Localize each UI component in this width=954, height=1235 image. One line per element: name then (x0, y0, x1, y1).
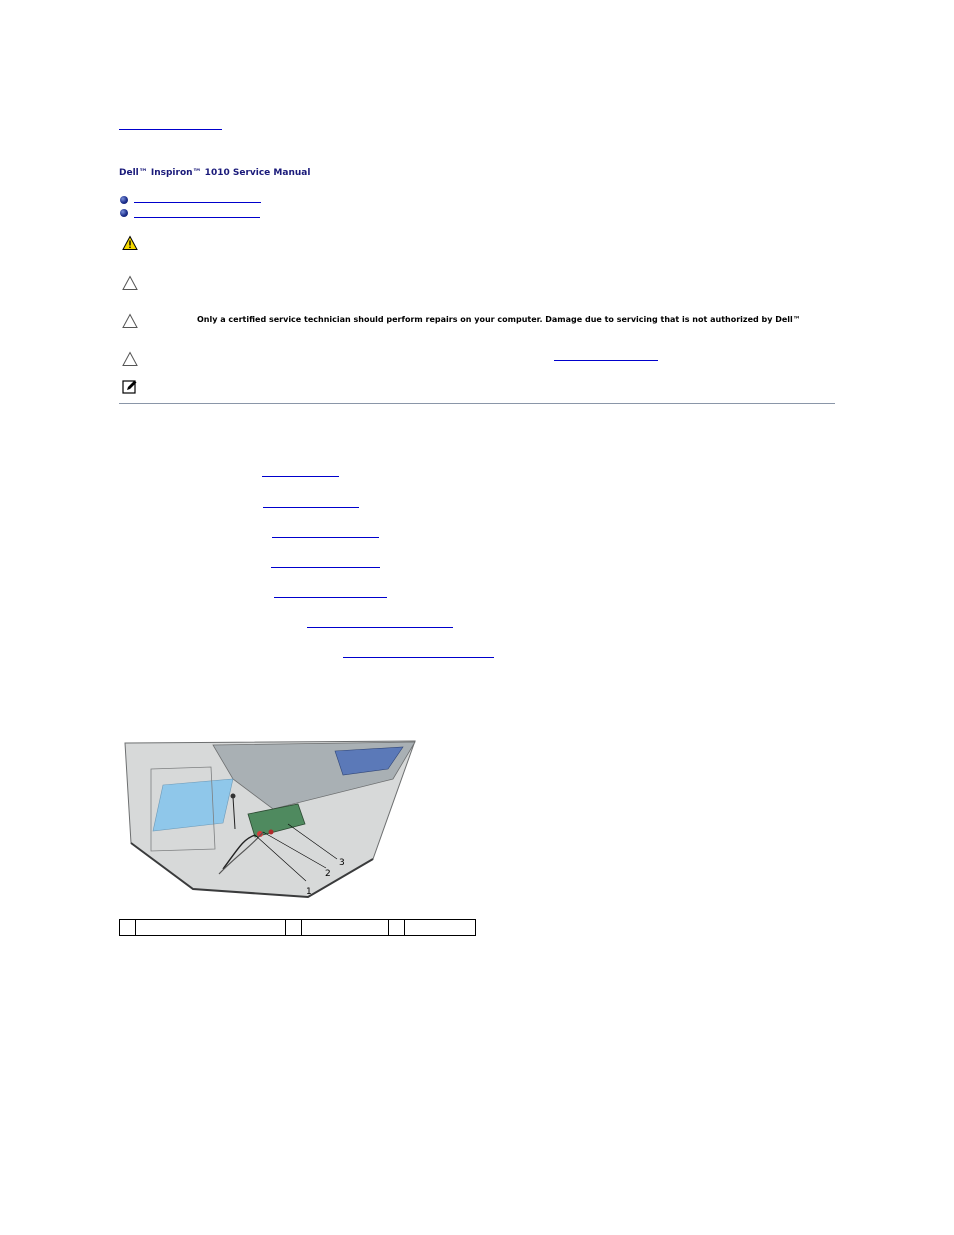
section-link-2[interactable] (134, 217, 260, 218)
step-link-1[interactable] (262, 476, 339, 477)
section-link-1[interactable] (134, 202, 261, 203)
step-link-6[interactable] (307, 627, 453, 628)
caution-icon (122, 351, 138, 367)
step-link-7[interactable] (343, 657, 494, 658)
contents-page-link[interactable] (119, 129, 222, 130)
component-illustration (123, 739, 417, 899)
caution-icon (122, 275, 138, 291)
certified-technician-caution-text: Only a certified service technician should perform repairs on your computer. Damage due to servicing that is not authorized by Dell™ (197, 315, 801, 324)
table-cell (136, 920, 286, 936)
callout-legend-table (119, 919, 476, 936)
callout-3: 3 (339, 858, 345, 868)
callout-2: 2 (325, 869, 331, 879)
warning-icon (122, 235, 138, 251)
table-cell (389, 920, 405, 936)
table-cell (302, 920, 389, 936)
step-link-5[interactable] (274, 597, 387, 598)
page-title: Dell™ Inspiron™ 1010 Service Manual (119, 168, 311, 178)
step-link-4[interactable] (271, 567, 380, 568)
callout-1: 1 (306, 887, 312, 897)
bullet-icon (120, 196, 128, 204)
step-link-2[interactable] (263, 507, 359, 508)
step-link-3[interactable] (272, 537, 379, 538)
table-cell (405, 920, 476, 936)
caution-icon (122, 313, 138, 329)
table-cell (286, 920, 302, 936)
caution-reference-link[interactable] (554, 360, 658, 361)
bullet-icon (120, 209, 128, 217)
section-divider (119, 403, 835, 404)
table-row (120, 920, 476, 936)
table-cell (120, 920, 136, 936)
note-icon (122, 379, 138, 395)
